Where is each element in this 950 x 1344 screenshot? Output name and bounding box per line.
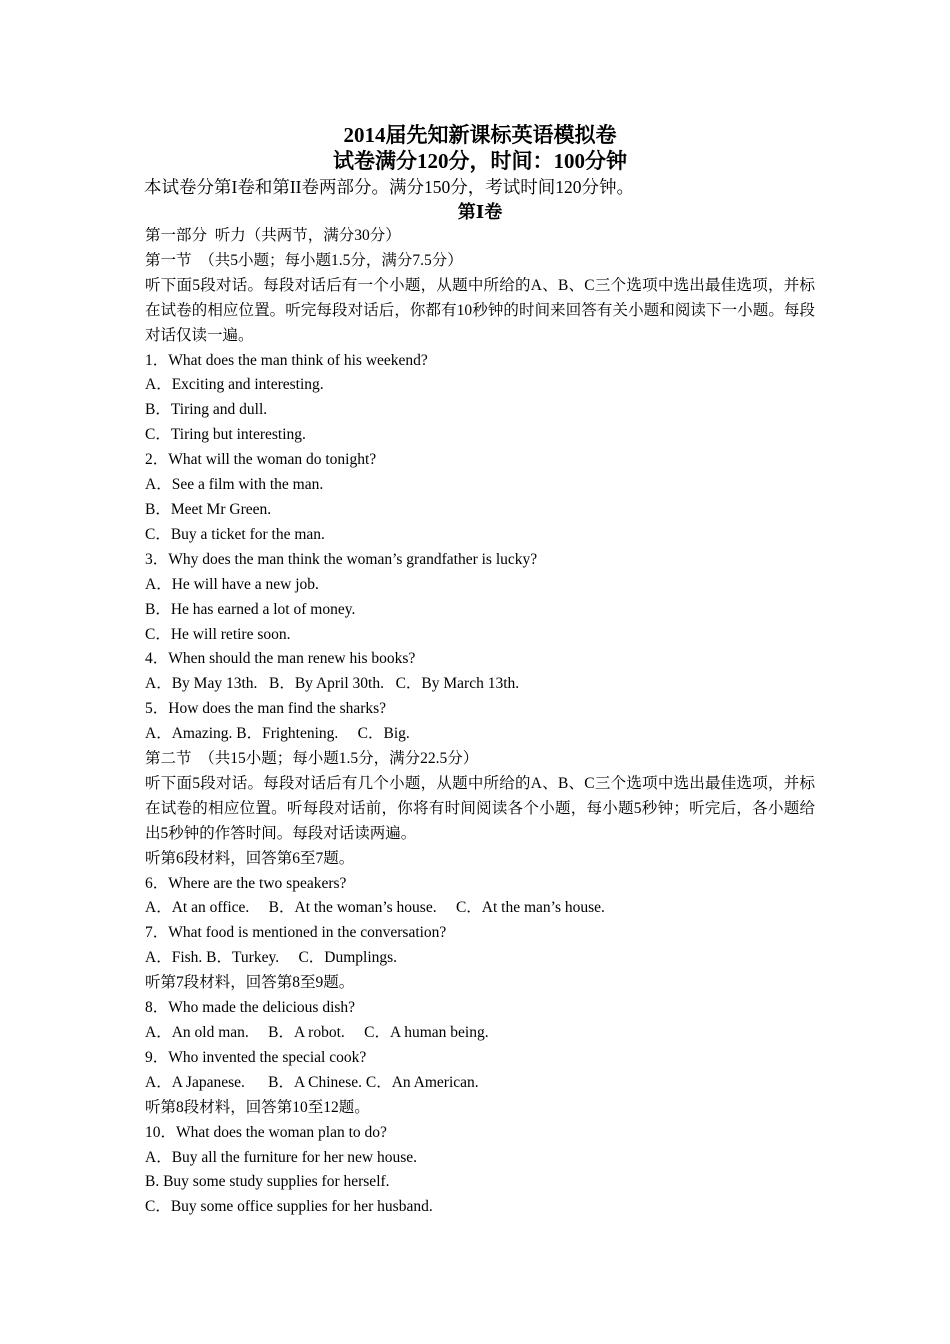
- section1-questions: [145, 349, 815, 748]
- question-line: A．A Japanese. B．A Chinese. C．An American.: [145, 1073, 479, 1091]
- question-line: 6．Where are the two speakers?: [145, 874, 347, 892]
- section1-instructions: 听下面5段对话。每段对话后有一个小题，从题中所给的A、B、C三个选项中选出最佳选项，并标在试卷的相应位置。听完每段对话后，你都有10秒钟的时间来回答有关小题和阅读下一小题。每段对话仅读一遍。: [145, 276, 815, 344]
- question-line: 听第7段材料，回答第8至9题。: [145, 974, 355, 992]
- question-line: 听第6段材料，回答第6至7题。: [145, 849, 355, 867]
- section1-heading: 第一节 （共5小题；每小题1.5分，满分7.5分）: [145, 251, 463, 269]
- exam-subtitle: 试卷满分120分，时间：100分钟: [333, 149, 627, 173]
- question-line: 2．What will the woman do tonight?: [145, 451, 377, 469]
- part1-heading: 第一部分 听力（共两节，满分30分）: [145, 227, 401, 244]
- question-line: B．Meet Mr Green.: [145, 500, 272, 518]
- question-line: C．Buy a ticket for the man.: [145, 525, 325, 543]
- question-line: A．Exciting and interesting.: [145, 376, 324, 394]
- question-line: 1．What does the man think of his weekend?: [145, 351, 428, 369]
- question-line: A．Buy all the furniture for her new house.: [145, 1148, 418, 1166]
- volume-heading: 第Ⅰ卷: [457, 202, 503, 222]
- question-line: A．At an office. B．At the woman’s house. C．At the man’s house.: [145, 899, 605, 917]
- section2-instructions: 听下面5段对话。每段对话后有几个小题，从题中所给的A、B、C三个选项中选出最佳选项，并标在试卷的相应位置。听每段对话前，你将有时间阅读各个小题，每小题5秒钟；听完后，各小题给出5秒钟的作答时间。每段对话读两遍。: [145, 774, 815, 842]
- question-line: 9．Who invented the special cook?: [145, 1048, 367, 1066]
- exam-page: [145, 122, 815, 1220]
- question-line: C．Tiring but interesting.: [145, 426, 306, 444]
- question-line: 8．Who made the delicious dish?: [145, 999, 356, 1017]
- exam-intro: 本试卷分第I卷和第II卷两部分。满分150分，考试时间120分钟。: [144, 177, 634, 197]
- question-line: C．Buy some office supplies for her husband.: [145, 1198, 433, 1216]
- question-line: B. Buy some study supplies for herself.: [145, 1173, 390, 1191]
- question-line: 听第8段材料，回答第10至12题。: [145, 1098, 370, 1116]
- question-line: B．He has earned a lot of money.: [145, 600, 356, 618]
- question-line: A．By May 13th. B．By April 30th. C．By March 13th.: [145, 675, 520, 693]
- question-line: 5．How does the man find the sharks?: [145, 700, 387, 718]
- question-line: 4．When should the man renew his books?: [145, 650, 416, 668]
- question-line: 3．Why does the man think the woman’s grandfather is lucky?: [145, 550, 538, 568]
- question-line: 10．What does the woman plan to do?: [145, 1123, 387, 1141]
- question-line: 7．What food is mentioned in the conversation?: [145, 924, 447, 942]
- question-line: A．Fish. B．Turkey. C．Dumplings.: [145, 949, 398, 967]
- question-line: A．An old man. B．A robot. C．A human being.: [145, 1024, 489, 1041]
- question-line: A．He will have a new job.: [145, 575, 319, 593]
- section2-questions: [145, 847, 815, 1221]
- exam-title: 2014届先知新课标英语模拟卷: [343, 123, 617, 147]
- section2-heading: 第二节 （共15小题；每小题1.5分，满分22.5分）: [145, 750, 479, 768]
- question-line: C．He will retire soon.: [145, 625, 291, 643]
- question-line: A．See a film with the man.: [145, 476, 324, 494]
- question-line: A．Amazing. B．Frightening. C．Big.: [145, 725, 410, 743]
- question-line: B．Tiring and dull.: [145, 401, 268, 419]
